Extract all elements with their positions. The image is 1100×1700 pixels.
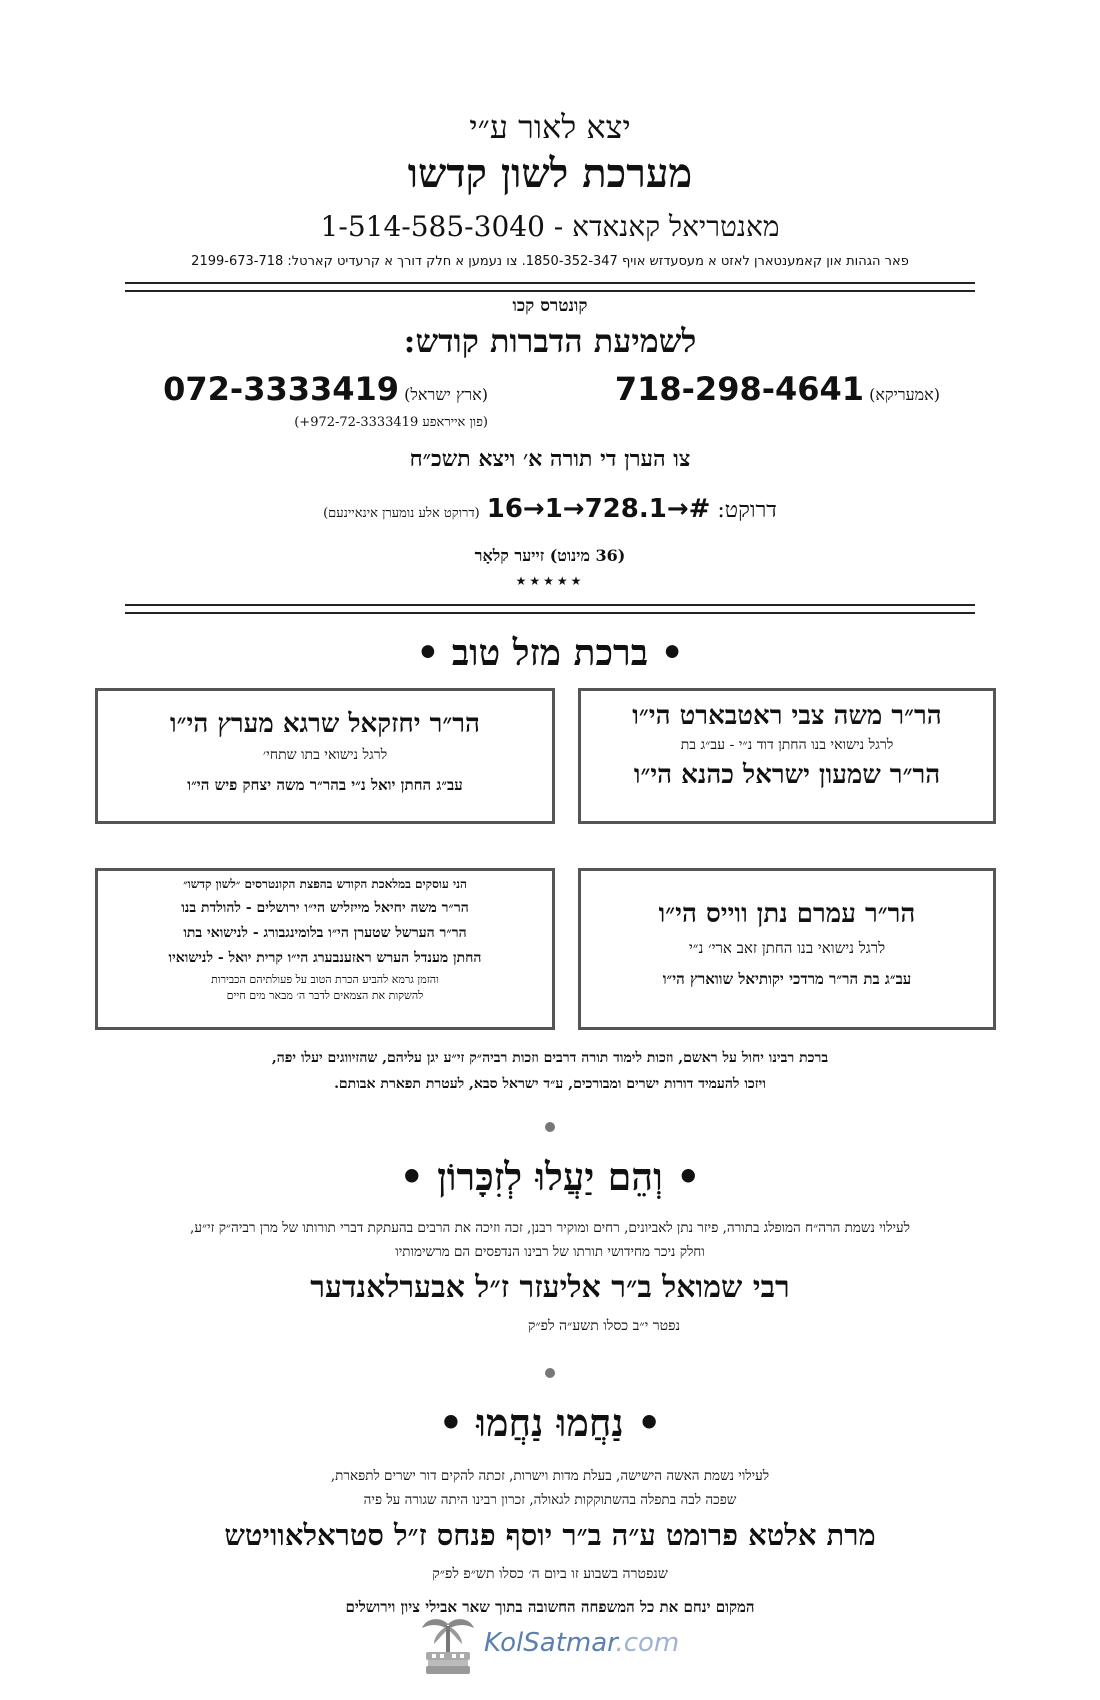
memorial2-name: מרת אלטא פרומט ע״ה ב״ר יוסף פנחס ז״ל סטראלאוויטש [224,1518,876,1552]
box2-occasion: לרגל נישואי בתו שתחי׳ [262,747,388,763]
organization-name: מערכת לשון קדשו [407,150,693,197]
box4-line5: והזמן גרמא להביע הכרת הטוב על פעולתיהם הכבירות [211,973,439,986]
bullet-icon: • [416,632,440,674]
bullet-icon: • [399,1154,424,1199]
box3-father: הר״ר עמרם נתן ווייס הי״ו [658,899,916,929]
main-phone: 1-514-585-3040 [320,210,545,243]
announcement-box-4 [95,868,555,1030]
box4-header: הני עוסקים במלאכת הקודש בהפצת הקונטרסים ״לשון קדשו״ [183,877,467,891]
bullet-icon: • [636,1400,662,1445]
memorial1-heading-row [0,1154,1100,1200]
memorial2-date: שנפטרה בשבוע זו ביום ה׳ כסלו תש״פ לפ״ק [432,1566,668,1582]
memorial1-date: נפטר י״ב כסלו תשע״ה לפ״ק [527,1318,680,1334]
box4-line3: הר״ר הערשל שטערן הי״ו בלומינגבורג - לנישואי בתו [183,925,467,941]
location-phone-line [0,210,1100,244]
box3-inlaw: עב״ג בת הר״ר מרדכי יקותיאל שווארץ הי״ו [662,970,912,988]
mazel-tov-heading: ברכת מזל טוב [451,632,649,674]
memorial1-name: רבי שמואל ב״ר אליעזר ז״ל אבערלאנדער [310,1270,790,1305]
blessing-line-1: ברכת רבינו יחול על ראשם, וזכות לימוד תורה דרבים וזכות רביה״ק זי״ע יגן עליהם, שהזיווגים יעלו יפה, [271,1050,829,1066]
usa-label: (אמעריקא) [869,385,940,404]
memorial2-line1: לעילוי נשמת האשה הישישה, בעלת מדות וישרות, זכתה להקים דור ישרים לתפארת, [330,1468,770,1484]
logo-tld-text: .com [615,1628,680,1658]
fax-line: פאר הגהות און קאמענטארן לאזט א מעסעדזש אויף 1850-352-347. צו נעמען א חלק דורך א קרעדיט קארטל: 2199-673-718 [191,254,909,269]
rating-stars: ★★★★★ [515,574,585,588]
box4-line4: החתן מענדל הערש ראזענבערג הי״ו קרית יואל - לנישואיו [168,950,482,966]
box3-occasion: לרגל נישואי בנו החתן זאב ארי׳ נ״י [688,939,886,957]
bullet-icon: • [660,632,684,674]
kolsatmar-logo [418,1614,708,1678]
announcement-box-2 [95,688,555,824]
kuntres-title: לשמיעת הדברות קודש: [403,322,697,360]
separator-dot [545,1122,555,1132]
box2-groom: עב״ג החתן יואל נ״י בהר״ר משה יצחק פיש הי״ו [187,776,463,794]
location-text: מאנטריאל קאנאדא - [553,210,780,243]
bullet-icon: • [676,1154,701,1199]
publisher-line: יצא לאור ע״י [469,108,631,146]
announcement-box-3 [578,868,996,1030]
memorial1-heading: וְהֵם יַעֲלוּ לְזִכָּרוֹן [437,1154,663,1199]
logo-main-text: KolSatmar [484,1628,616,1658]
israel-label: (ארץ ישראל) [404,385,488,404]
box1-father: הר״ר משה צבי ראטבארט הי״ו [632,701,942,731]
separator-dot [545,1368,555,1378]
israel-phone: 072-3333419 [163,370,400,408]
box1-occasion: לרגל נישואי בנו החתן דוד נ״י - עב״ג בת [680,737,894,753]
blessing-line-2: ויזכו להעמיד דורות ישרים ומבורכים, ע״ד ישראל סבא, לעטרת תפארת אבותם. [334,1076,766,1092]
memorial2-closing: המקום ינחם את כל המשפחה החשובה בתוך שאר אבילי ציון וירושלים [345,1598,755,1616]
box4-line2: הר״ר משה יחיאל מייזליש הי״ו ירושלים - להולדת בנו [181,900,469,916]
divider-top [125,282,975,292]
kuntres-label: קונטרס קכו [512,296,588,316]
mazel-tov-heading-row [0,632,1100,674]
box4-line6: להשקות את הצמאים לדבר ה׳ מבאר מים חיים [226,989,424,1002]
box2-father: הר״ר יחזקאל שרגא מערץ הי״ו [169,709,480,739]
memorial2-heading: נַחֲמוּ נַחֲמוּ [476,1400,624,1445]
press-line [0,494,1100,524]
europe-phone-line: (פון אייראפע 972-72-3333419+) [294,415,488,430]
press-label: דרוקט: [717,498,777,523]
duration-line: (36 מינוט) זייער קלאָר [474,546,626,565]
memorial2-heading-row [0,1400,1100,1446]
press-sequence: 16→1→728.1→# [486,494,711,524]
press-note: (דרוקט אלע נומערן אינאיינעם) [323,506,480,521]
usa-phone-block [600,370,940,408]
divider-middle [125,604,975,614]
memorial1-line2: וחלק ניכר מחידושי תורתו של רבינו הנדפסים הם מרשימותיו [395,1244,705,1260]
memorial2-line2: שפכה לבה בתפלה בהשתוקקות לגאולה, זכרון רבינו היתה שגורה על פיה [363,1492,737,1508]
bullet-icon: • [438,1400,464,1445]
box1-inlaw: הר״ר שמעון ישראל כהנא הי״ו [633,760,941,790]
memorial1-line1: לעילוי נשמת הרה״ח המופלג בתורה, פיזר נתן לאביונים, רחים ומוקיר רבנן, זכה וזיכה את הרבים בהעתקת דברי תורותו של מרן רביה״ק זי״ע, [190,1220,910,1236]
announcement-box-1 [578,688,996,824]
parsha-line: צו הערן די תורה א׳ ויצא תשכ״ח [409,446,691,472]
usa-phone: 718-298-4641 [614,370,865,408]
palm-tree-icon [418,1614,478,1676]
israel-phone-block [158,370,488,408]
